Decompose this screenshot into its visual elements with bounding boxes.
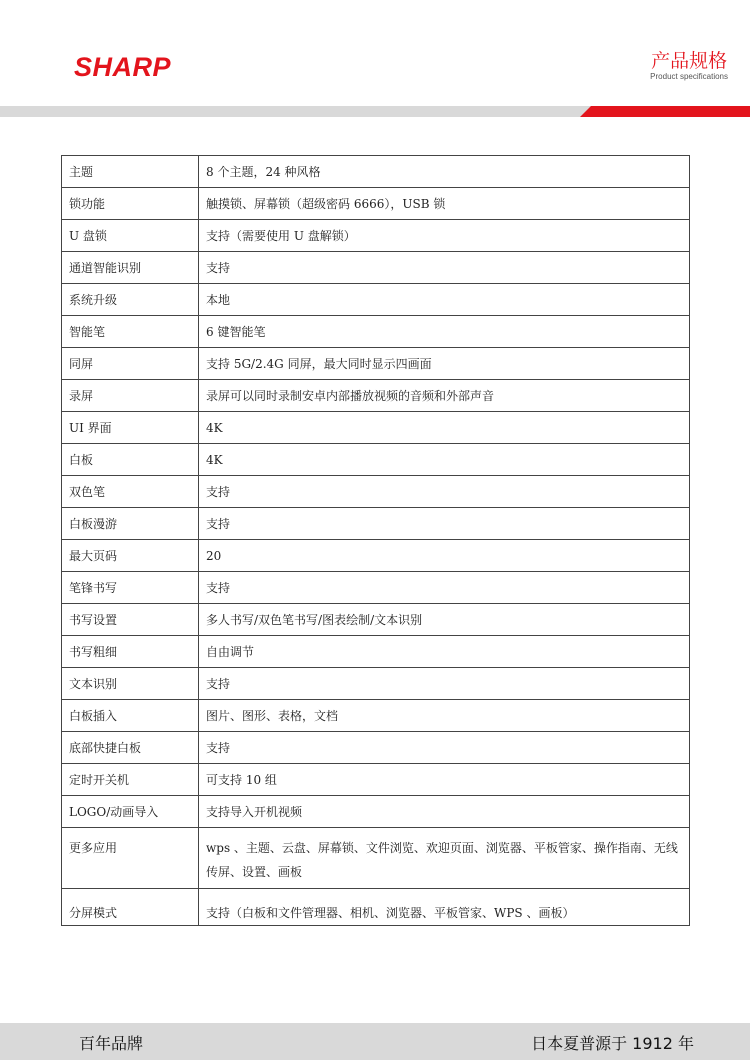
table-row xyxy=(62,348,690,380)
spec-key: LOGO/动画导入 xyxy=(62,796,199,828)
spec-key: 笔锋书写 xyxy=(62,572,199,604)
table-row xyxy=(62,476,690,508)
spec-value: 20 xyxy=(199,540,690,572)
spec-value: 触摸锁、屏幕锁（超级密码 6666），USB 锁 xyxy=(199,188,690,220)
table-row xyxy=(62,604,690,636)
table-row xyxy=(62,572,690,604)
table-row xyxy=(62,284,690,316)
spec-key: 书写设置 xyxy=(62,604,199,636)
table-row xyxy=(62,764,690,796)
table-row xyxy=(62,444,690,476)
table-row xyxy=(62,796,690,828)
table-row xyxy=(62,828,690,889)
spec-key: 定时开关机 xyxy=(62,764,199,796)
spec-table xyxy=(61,155,690,926)
spec-value: 支持（需要使用 U 盘解锁） xyxy=(199,220,690,252)
spec-value: 本地 xyxy=(199,284,690,316)
table-row xyxy=(62,156,690,188)
spec-key: 更多应用 xyxy=(62,828,199,889)
spec-key: U 盘锁 xyxy=(62,220,199,252)
spec-key: 录屏 xyxy=(62,380,199,412)
table-row xyxy=(62,188,690,220)
table-row xyxy=(62,540,690,572)
spec-value: 4K xyxy=(199,412,690,444)
spec-value: 支持（白板和文件管理器、相机、浏览器、平板管家、WPS 、画板） xyxy=(199,889,690,926)
spec-value: 支持 xyxy=(199,572,690,604)
spec-key: 智能笔 xyxy=(62,316,199,348)
table-row xyxy=(62,220,690,252)
table-row xyxy=(62,412,690,444)
spec-value: 可支持 10 组 xyxy=(199,764,690,796)
footer-origin-text: 日本夏普源于 1912 年 xyxy=(531,1034,694,1053)
spec-value: 支持 xyxy=(199,732,690,764)
spec-value: wps 、主题、云盘、屏幕锁、文件浏览、欢迎页面、浏览器、平板管家、操作指南、无线传屏、设置、画板 xyxy=(199,828,690,889)
spec-key: 系统升级 xyxy=(62,284,199,316)
page-title-en: Product specifications xyxy=(650,72,728,81)
spec-value: 支持导入开机视频 xyxy=(199,796,690,828)
spec-value: 图片、图形、表格，文档 xyxy=(199,700,690,732)
table-row xyxy=(62,380,690,412)
spec-key: 白板插入 xyxy=(62,700,199,732)
spec-key: 书写粗细 xyxy=(62,636,199,668)
page-title xyxy=(650,50,728,82)
spec-key: 锁功能 xyxy=(62,188,199,220)
spec-value: 8 个主题，24 种风格 xyxy=(199,156,690,188)
spec-key: 双色笔 xyxy=(62,476,199,508)
header-band-accent xyxy=(580,106,750,117)
spec-value: 支持 xyxy=(199,508,690,540)
spec-value: 6 键智能笔 xyxy=(199,316,690,348)
spec-value: 支持 xyxy=(199,476,690,508)
spec-value: 支持 5G/2.4G 同屏，最大同时显示四画面 xyxy=(199,348,690,380)
spec-key: 主题 xyxy=(62,156,199,188)
page-title-cn: 产品规格 xyxy=(651,50,728,72)
spec-key: 文本识别 xyxy=(62,668,199,700)
table-row xyxy=(62,889,690,926)
spec-key: 同屏 xyxy=(62,348,199,380)
table-row xyxy=(62,636,690,668)
spec-key: UI 界面 xyxy=(62,412,199,444)
spec-key: 分屏模式 xyxy=(62,889,199,926)
table-row xyxy=(62,668,690,700)
table-row xyxy=(62,252,690,284)
spec-value: 4K xyxy=(199,444,690,476)
spec-value: 多人书写/双色笔书写/图表绘制/文本识别 xyxy=(199,604,690,636)
footer-brand-slogan: 百年品牌 xyxy=(79,1034,144,1053)
table-row xyxy=(62,732,690,764)
table-row xyxy=(62,316,690,348)
table-row xyxy=(62,508,690,540)
sharp-logo: SHARP xyxy=(74,52,172,82)
table-row xyxy=(62,700,690,732)
spec-value: 支持 xyxy=(199,668,690,700)
spec-key: 白板 xyxy=(62,444,199,476)
spec-value: 自由调节 xyxy=(199,636,690,668)
spec-value: 录屏可以同时录制安卓内部播放视频的音频和外部声音 xyxy=(199,380,690,412)
spec-key: 最大页码 xyxy=(62,540,199,572)
spec-key: 白板漫游 xyxy=(62,508,199,540)
spec-value: 支持 xyxy=(199,252,690,284)
spec-key: 通道智能识别 xyxy=(62,252,199,284)
spec-key: 底部快捷白板 xyxy=(62,732,199,764)
